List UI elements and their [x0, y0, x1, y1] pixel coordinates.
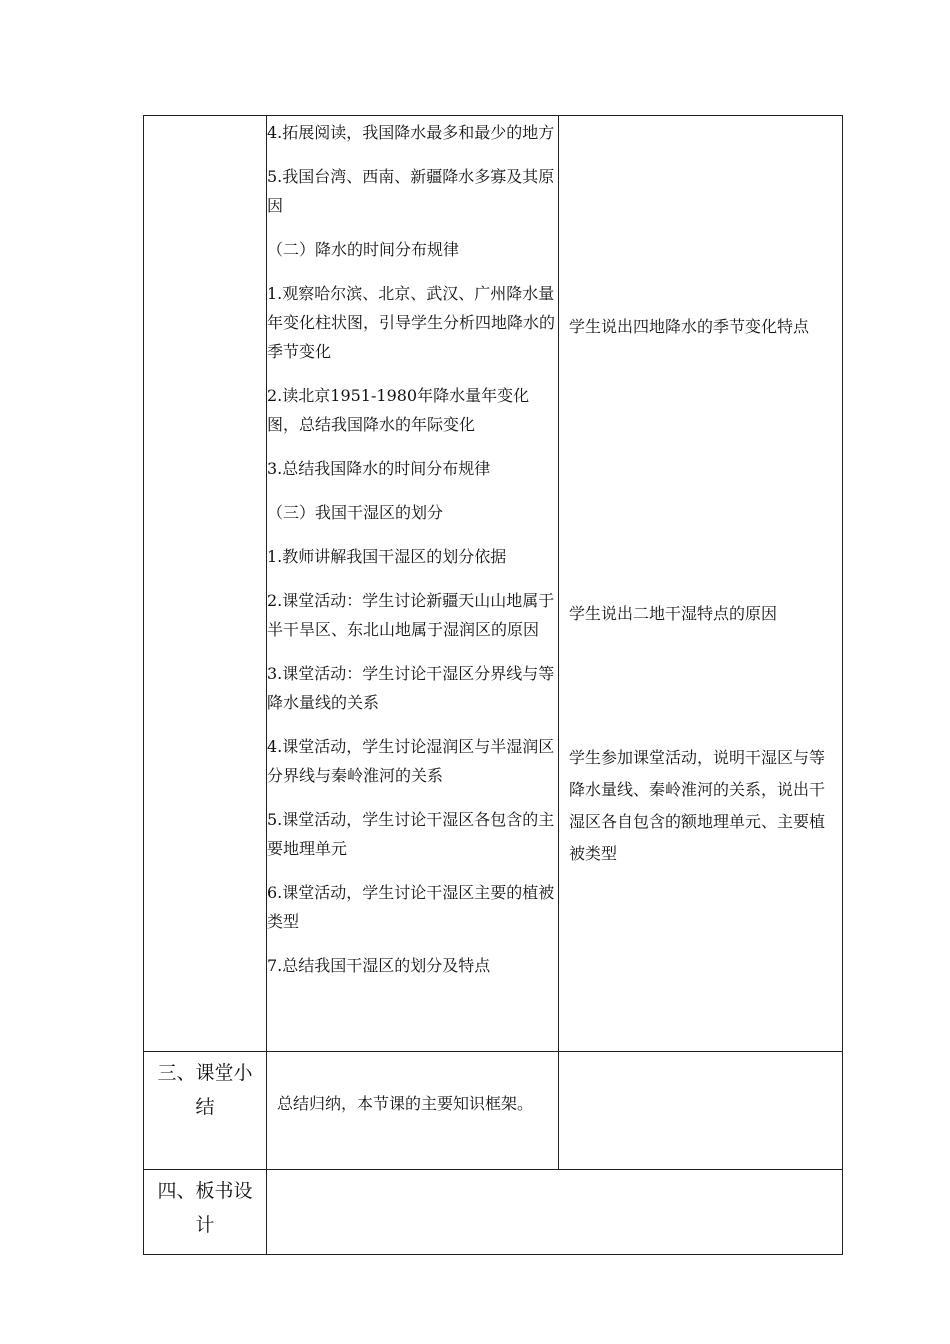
item-regional-precip: 5.我国台湾、西南、新疆降水多寡及其原因 — [267, 167, 555, 215]
item-teacher-explains: 1.教师讲解我国干湿区的划分依据 — [267, 547, 507, 566]
board-row — [144, 1170, 843, 1255]
summary-row — [144, 1052, 843, 1170]
item-activity-tianshan: 2.课堂活动：学生讨论新疆天山山地属于半干旱区、东北山地属于湿润区的原因 — [267, 591, 555, 639]
lesson-plan-page — [143, 115, 842, 1236]
item-observe-charts: 1.观察哈尔滨、北京、武汉、广州降水量年变化柱状图，引导学生分析四地降水的季节变化 — [267, 284, 556, 361]
student-note-reasons: 学生说出二地干湿特点的原因 — [569, 604, 778, 623]
item-activity-units: 5.课堂活动，学生讨论干湿区各包含的主要地理单元 — [267, 810, 555, 858]
item-beijing-annual: 2.读北京1951-1980年降水量年变化图，总结我国降水的年际变化 — [267, 386, 530, 434]
lesson-plan-table — [143, 115, 843, 1255]
board-label: 四、板书设计 — [157, 1180, 253, 1236]
item-summarize-time: 3.总结我国降水的时间分布规律 — [267, 459, 491, 478]
item-activity-qinling: 4.课堂活动，学生讨论湿润区与半湿润区分界线与秦岭淮河的关系 — [267, 737, 555, 785]
item-reading-extremes: 4.拓展阅读，我国降水最多和最少的地方 — [267, 123, 555, 142]
student-activity-cell — [559, 116, 843, 1052]
summary-label-cell — [144, 1052, 267, 1170]
summary-label: 三、课堂小结 — [157, 1062, 253, 1118]
summary-content: 总结归纳，本节课的主要知识框架。 — [267, 1052, 559, 1170]
process-row — [144, 116, 843, 1052]
summary-student-cell — [559, 1052, 843, 1170]
item-activity-vegetation: 6.课堂活动，学生讨论干湿区主要的植被类型 — [267, 883, 555, 931]
board-label-cell — [144, 1170, 267, 1255]
section-heading-dry-wet: （三）我国干湿区的划分 — [267, 503, 444, 522]
board-content-cell — [267, 1170, 843, 1255]
student-note-seasonal: 学生说出四地降水的季节变化特点 — [569, 317, 810, 336]
item-summarize-dry-wet: 7.总结我国干湿区的划分及特点 — [267, 956, 491, 975]
student-note-activity: 学生参加课堂活动，说明干湿区与等降水量线、秦岭淮河的关系，说出干湿区各自包含的额地理单元、主要植被类型 — [569, 748, 826, 863]
teacher-activity-cell — [267, 116, 559, 1052]
item-activity-isohyet: 3.课堂活动：学生讨论干湿区分界线与等降水量线的关系 — [267, 664, 555, 712]
stage-label-cell — [144, 116, 267, 1052]
section-heading-time-distribution: （二）降水的时间分布规律 — [267, 240, 460, 259]
